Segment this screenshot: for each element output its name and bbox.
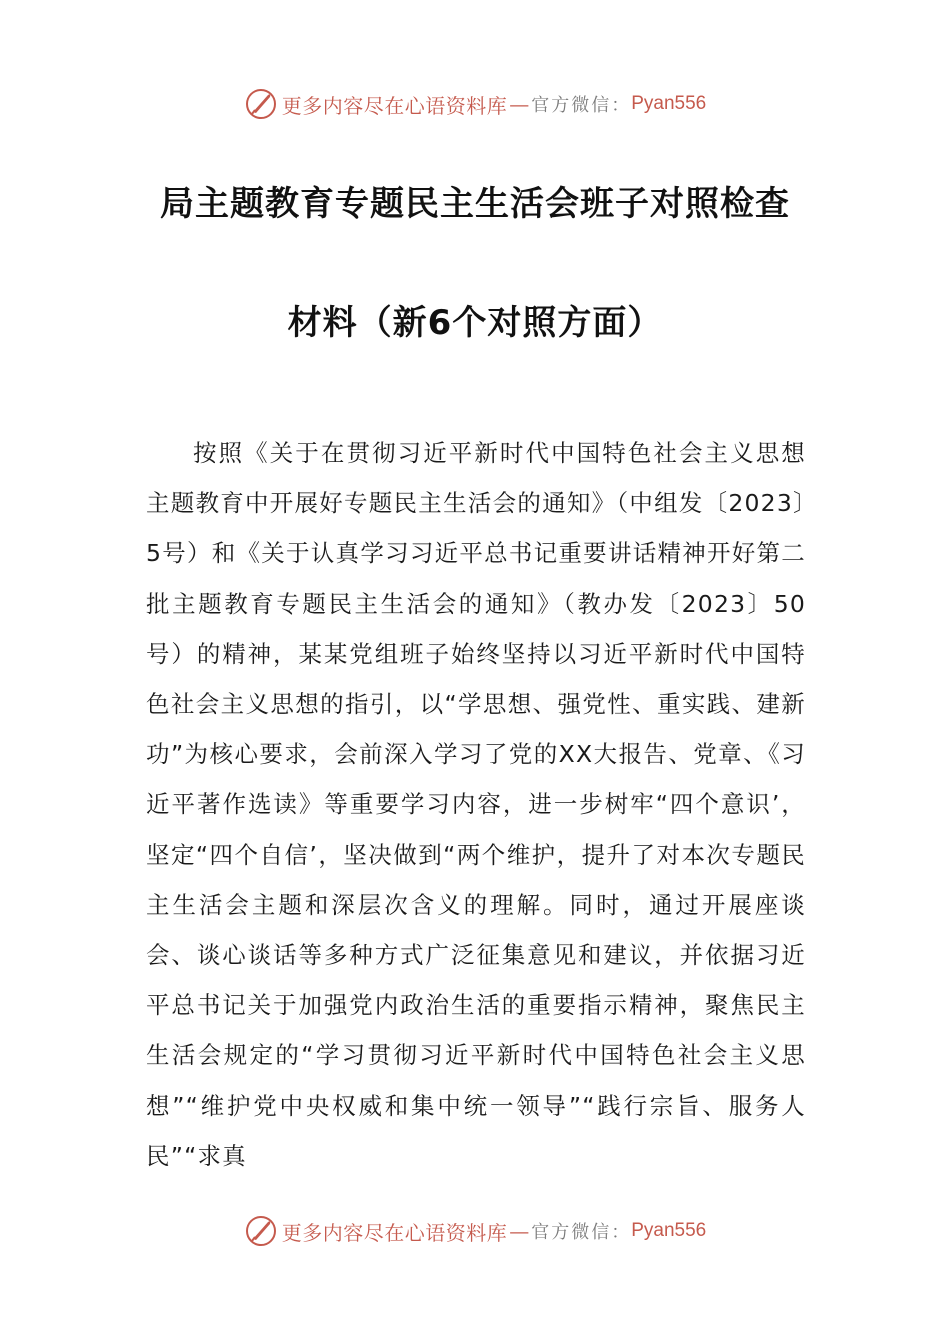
document-body — [146, 428, 806, 1181]
quill-pen-logo-icon — [244, 1214, 278, 1248]
watermark-text: 更多内容尽在心语资料库 — [281, 93, 508, 118]
watermark-dash: — — [509, 1219, 530, 1243]
watermark-header — [0, 86, 950, 122]
watermark-text: 更多内容尽在心语资料库 — [281, 1220, 508, 1245]
quill-pen-logo-icon — [244, 87, 278, 121]
document-title-line-1: 局主题教育专题民主生活会班子对照检查 — [160, 184, 790, 224]
watermark-footer — [0, 1213, 950, 1249]
watermark-id: Pyan556 — [631, 93, 707, 114]
watermark-dash: — — [509, 92, 530, 116]
watermark-id: Pyan556 — [631, 1220, 707, 1241]
body-paragraph: 按照《关于在贯彻习近平新时代中国特色社会主义思想主题教育中开展好专题民主生活会的通知》（中组发〔2023〕5号）和《关于认真学习习近平总书记重要讲话精神开好第二批主题教育专题民主生活会的通知》（教办发〔2023〕50号）的精神，某某党组班子始终坚持以习近平新时代中国特色社会主义思想的指引，以“学思想、强党性、重实践、建新功”为核心要求，会前深入学习了党的XX大报告、党章、《习近平著作选读》等重要学习内容，进一步树牢“四个意识’，坚定“四个自信’，坚决做到“两个维护，提升了对本次专题民主生活会主题和深层次含义的理解。同时，通过开展座谈会、谈心谈话等多种方式广泛征集意见和建议，并依据习近平总书记关于加强党内政治生活的重要指示精神，聚焦民主生活会规定的“学习贯彻习近平新时代中国特色社会主义思想”“维护党中央权威和集中统一领导”“践行宗旨、服务人民”“求真 — [146, 439, 806, 1170]
document-title-line-2: 材料（新6个对照方面） — [287, 303, 663, 343]
watermark-label: 官方微信： — [531, 95, 632, 116]
watermark-label: 官方微信： — [531, 1222, 632, 1243]
